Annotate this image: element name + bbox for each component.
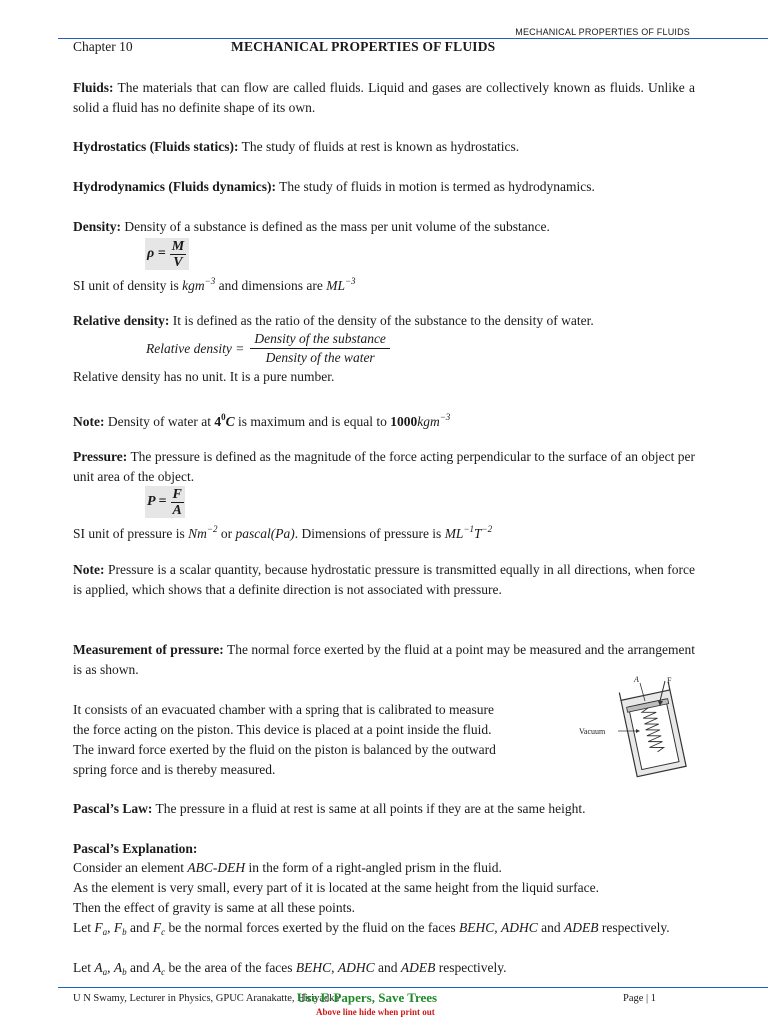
water-temp-value: 4 <box>214 414 222 429</box>
water-note-prefix: Density of water at <box>107 414 211 429</box>
footer-slogan: Use E-Papers, Save Trees <box>297 990 438 1005</box>
density-unit-exponent: −3 <box>204 276 216 286</box>
hydrodynamics-term: Hydrodynamics (Fluids dynamics): <box>73 179 277 194</box>
pascal-gravity-line: Then the effect of gravity is same at all these points. <box>73 900 356 915</box>
footer-rule <box>58 987 768 988</box>
diagram-label-vacuum: Vacuum <box>579 727 606 736</box>
chapter-label: Chapter 10 <box>73 39 133 54</box>
force-subscript-a: a <box>102 927 108 937</box>
hydrostatics-term: Hydrostatics (Fluids statics): <box>73 139 239 154</box>
pressure-unit-prefix: SI unit of pressure is <box>73 526 185 541</box>
pressure-dim-t: T <box>474 526 482 541</box>
density-unit-prefix: SI unit of density is <box>73 278 179 293</box>
water-note-term: Note: <box>73 414 105 429</box>
pascal-explanation-heading <box>73 839 695 859</box>
area-subscript-b: b <box>122 967 127 977</box>
force-symbol: F <box>152 920 162 935</box>
density-dimension: ML <box>326 278 345 293</box>
density-equation <box>145 238 189 270</box>
relative-density-eq-lhs: Relative density = <box>146 340 245 356</box>
pascal-explanation-title: Pascal’s Explanation: <box>73 841 198 856</box>
pressure-scalar-note <box>73 560 695 600</box>
density-term: Density: <box>73 219 121 234</box>
footer-author: U N Swamy, Lecturer in Physics, GPUC Aranakatte, Hiriyadka <box>73 993 340 1004</box>
face-adeb: ADEB <box>564 920 599 935</box>
relative-density-note: Relative density has no unit. It is a pure number. <box>73 369 335 384</box>
water-density-exponent: −3 <box>439 412 451 422</box>
relative-density-eq-numerator: Density of the substance <box>250 330 390 349</box>
pascal-height-line: As the element is very small, every part of it is located at the same height from the liquid surface. <box>73 880 599 895</box>
hydrodynamics-text: The study of fluids in motion is termed as hydrodynamics. <box>279 179 595 194</box>
pascal-element-line <box>73 858 695 878</box>
face-adhc: ADHC <box>337 960 375 975</box>
scalar-note-text: Pressure is a scalar quantity, because hydrostatic pressure is transmitted equally in all directions, when force is applied, which shows that a definite direction is not associated with pressure. <box>73 562 696 597</box>
density-dim-exponent: −3 <box>344 276 356 286</box>
force-subscript-b: b <box>122 927 127 937</box>
pascal-law-paragraph <box>73 799 695 819</box>
density-eq-denominator: V <box>173 254 183 270</box>
pressure-or: or <box>220 526 233 541</box>
pressure-gauge-svg <box>570 673 700 783</box>
diagram-label-a: A <box>634 675 639 684</box>
face-behc: BEHC <box>459 920 495 935</box>
pressure-unit-nm: Nm <box>188 526 207 541</box>
fluids-term: Fluids: <box>73 80 114 95</box>
relative-density-paragraph <box>73 311 695 331</box>
face-adeb: ADEB <box>400 960 436 975</box>
areas-and: and <box>130 960 150 975</box>
density-eq-fraction <box>170 239 186 270</box>
relative-density-equation <box>146 330 390 367</box>
areas-middle: be the area of the faces <box>168 960 293 975</box>
fluids-paragraph <box>73 78 695 118</box>
pascal-law-text: The pressure in a fluid at rest is same at all points if they are at the same height. <box>155 801 586 816</box>
area-symbol: A <box>152 960 162 975</box>
density-eq-lhs: ρ = <box>147 246 166 261</box>
pressure-dim-ml-exponent: −1 <box>463 524 475 534</box>
pressure-eq-fraction <box>171 487 184 518</box>
pressure-dim-prefix: . Dimensions of pressure is <box>294 526 442 541</box>
area-subscript-c: c <box>161 967 166 977</box>
water-density-note <box>73 407 695 432</box>
pressure-unit-pascal: pascal(Pa) <box>235 526 295 541</box>
measurement-line: spring force and is thereby measured. <box>73 762 276 777</box>
page-title: MECHANICAL PROPERTIES OF FLUIDS <box>231 39 496 54</box>
running-header: MECHANICAL PROPERTIES OF FLUIDS <box>515 27 690 37</box>
relative-density-eq-denominator: Density of the water <box>265 350 375 365</box>
pressure-gauge-diagram <box>570 673 700 783</box>
area-subscript-a: a <box>102 967 108 977</box>
water-density-unit: kgm <box>417 414 440 429</box>
density-dim-prefix: and dimensions are <box>218 278 323 293</box>
area-symbol: A <box>113 960 123 975</box>
element-line-prefix: Consider an element <box>73 860 184 875</box>
face-behc: BEHC <box>295 960 332 975</box>
area-symbol: A <box>94 960 103 975</box>
water-temp-degree: 0 <box>221 412 226 422</box>
measurement-line: It consists of an evacuated chamber with a spring that is calibrated to measure <box>73 702 494 717</box>
pressure-term: Pressure: <box>73 449 128 464</box>
force-symbol: F <box>94 920 103 935</box>
page-number: Page | 1 <box>623 993 657 1004</box>
areas-end: respectively. <box>438 960 507 975</box>
forces-middle: be the normal forces exerted by the fluid on the faces <box>168 920 456 935</box>
scalar-note-term: Note: <box>73 562 105 577</box>
forces-end: respectively. <box>601 920 670 935</box>
measurement-line: The inward force exerted by the fluid on the piston is balanced by the outward <box>73 742 496 757</box>
areas-and: and <box>378 960 398 975</box>
forces-and: and <box>541 920 561 935</box>
pressure-text: The pressure is defined as the magnitude of the force acting perpendicular to the surface of an object per unit area of the object. <box>73 449 696 484</box>
relative-density-text: It is defined as the ratio of the density of the substance to the density of water. <box>172 313 594 328</box>
hydrostatics-paragraph <box>73 137 695 157</box>
element-line-suffix: in the form of a right-angled prism in the fluid. <box>248 860 502 875</box>
element-name: ABC-DEH <box>187 860 246 875</box>
water-density-value: 1000 <box>390 414 418 429</box>
pressure-equation <box>145 486 185 518</box>
density-unit-line <box>73 271 695 296</box>
measurement-description <box>73 700 568 780</box>
density-text: Density of a substance is defined as the mass per unit volume of the substance. <box>124 219 550 234</box>
relative-density-term: Relative density: <box>73 313 170 328</box>
hydrostatics-text: The study of fluids at rest is known as hydrostatics. <box>241 139 520 154</box>
pressure-unit-nm-exponent: −2 <box>206 524 218 534</box>
pascal-areas-line: Let $A_a$, $A_b$ and $A_c$ be the area of the faces BEHC, ADHC and ADEB respectively. <box>73 960 507 977</box>
pascal-law-term: Pascal’s Law: <box>73 801 153 816</box>
pressure-paragraph <box>73 447 695 487</box>
water-note-middle: is maximum and is equal to <box>237 414 387 429</box>
force-subscript-c: c <box>161 927 166 937</box>
pressure-eq-numerator: F <box>172 486 182 502</box>
density-eq-numerator: M <box>171 238 185 254</box>
measurement-text: The normal force exerted by the fluid at a point may be measured and the arrangement is as shown. <box>73 642 695 677</box>
diagram-label-f: F <box>667 676 672 685</box>
pressure-eq-denominator: A <box>172 502 182 518</box>
areas-prefix: Let <box>73 960 91 975</box>
fluids-text: The materials that can flow are called fluids. Liquid and gases are collectively known as fluids. Unlike a solid a fluid has no definite shape of its own. <box>73 80 695 115</box>
density-paragraph <box>73 217 695 237</box>
force-symbol: F <box>113 920 123 935</box>
density-unit: kgm <box>182 278 205 293</box>
face-adhc: ADHC <box>501 920 538 935</box>
pressure-dim-ml: ML <box>444 526 464 541</box>
relative-density-eq-fraction <box>250 330 390 367</box>
pascal-forces-line: Let $F_a$, $F_b$ and $F_c$ be the normal forces exerted by the fluid on the faces BEHC, ADHC and ADEB respectively. <box>73 920 670 937</box>
forces-and: and <box>130 920 150 935</box>
pressure-eq-lhs: P = <box>147 494 167 509</box>
pressure-unit-line <box>73 519 695 544</box>
measurement-term: Measurement of pressure: <box>73 642 224 657</box>
forces-prefix: Let <box>73 920 91 935</box>
footer-print-notice: Above line hide when print out <box>316 1007 435 1017</box>
hydrodynamics-paragraph <box>73 177 695 197</box>
pressure-dim-t-exponent: −2 <box>481 524 493 534</box>
water-temp-unit: C <box>225 414 235 429</box>
measurement-line: the force acting on the piston. This device is placed at a point inside the fluid. <box>73 722 492 737</box>
